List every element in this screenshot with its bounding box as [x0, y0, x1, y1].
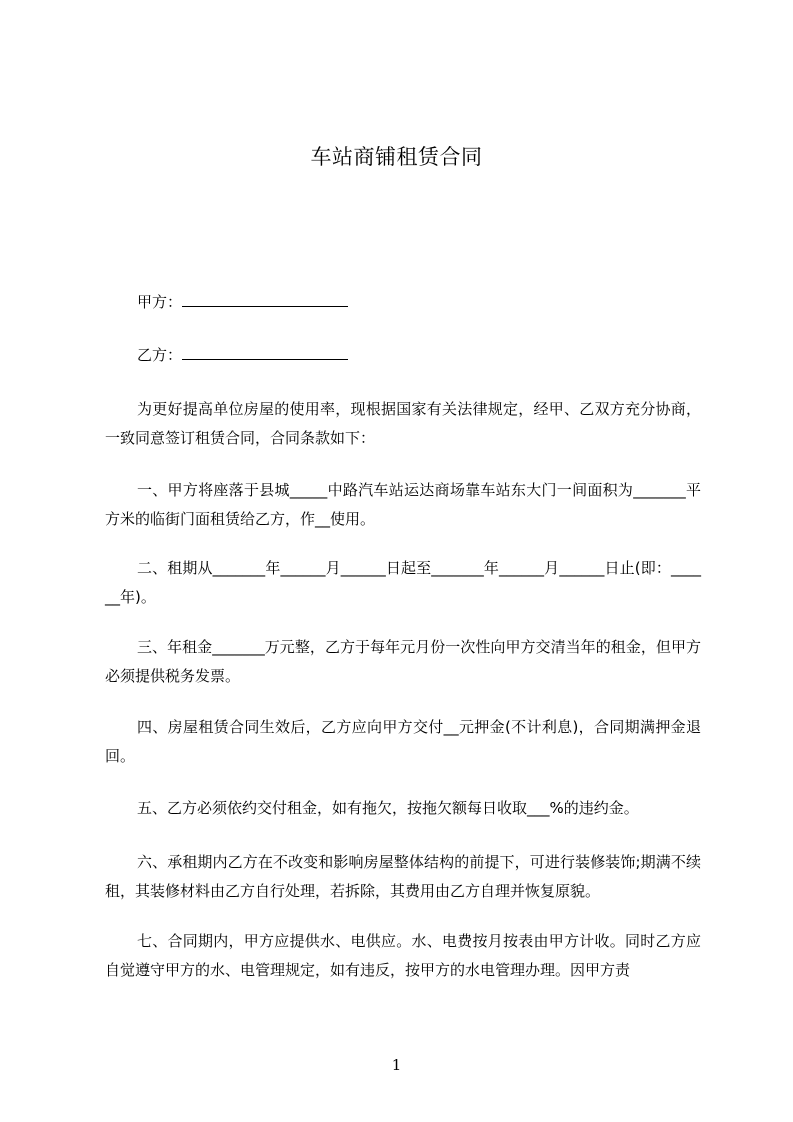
clause-4: 四、房屋租赁合同生效后，乙方应向甲方交付__元押金(不计利息)，合同期满押金退回。 — [105, 718, 701, 765]
clause-7: 七、合同期内，甲方应提供水、电供应。水、电费按月按表由甲方计收。同时乙方应自觉遵守甲方的水、电管理规定，如有违反，按甲方的水电管理办理。因甲方责 — [105, 932, 701, 979]
party-a-blank — [182, 293, 348, 307]
document-title: 车站商铺租赁合同 — [310, 145, 483, 169]
clause-5: 五、乙方必须依约交付租金，如有拖欠，按拖欠额每日收取___%的违约金。 — [137, 799, 639, 817]
party-b-blank — [182, 346, 348, 360]
page-number: 1 — [391, 1056, 402, 1074]
clause-3: 三、年租金_______万元整，乙方于每年元月份一次性向甲方交清当年的租金，但甲方必须提供税务发票。 — [105, 638, 701, 685]
party-b-label: 乙方： — [137, 346, 183, 364]
clause-1: 一、甲方将座落于县城_____中路汽车站运达商场靠车站东大门一间面积为_______平方米的临街门面租赁给乙方，作__使用。 — [105, 481, 701, 528]
party-b-line — [137, 345, 348, 365]
party-a-label: 甲方： — [137, 293, 183, 311]
clause-6: 六、承租期内乙方在不改变和影响房屋整体结构的前提下，可进行装修装饰;期满不续租，其装修材料由乙方自行处理，若拆除，其费用由乙方自理并恢复原貌。 — [105, 853, 701, 900]
party-a-line — [137, 292, 348, 312]
clause-2: 二、租期从_______年______月______日起至_______年______月______日止(即：______年)。 — [105, 559, 701, 606]
intro-paragraph: 为更好提高单位房屋的使用率，现根据国家有关法律规定，经甲、乙双方充分协商，一致同意签订租赁合同，合同条款如下： — [105, 400, 701, 447]
